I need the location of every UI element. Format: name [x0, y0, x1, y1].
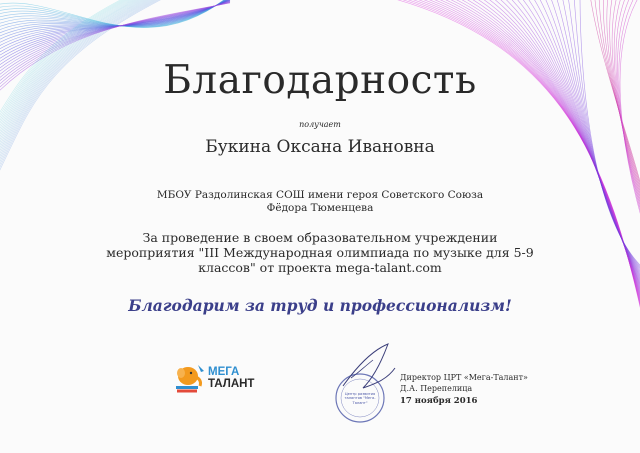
signature-position: Директор ЦРТ «Мега-Талант»: [400, 373, 528, 382]
wave-line: [619, 0, 640, 227]
wave-line: [380, 0, 640, 330]
receives-label: получает: [299, 120, 341, 129]
wave-line: [612, 0, 640, 216]
signature-block: [400, 372, 528, 394]
stamp-seal: [333, 338, 403, 438]
wave-line: [0, 0, 230, 58]
logo-line1: МЕГА: [208, 366, 240, 378]
elephant-icon: [174, 362, 208, 396]
recipient-name: Букина Оксана Ивановна: [205, 137, 435, 157]
wave-line: [398, 0, 640, 325]
organization-text: МБОУ Раздолинская СОШ имени героя Советского Союза Фёдора Тюменцева: [156, 189, 484, 214]
wave-line: [614, 0, 640, 219]
logo-line2: ТАЛАНТ: [208, 378, 255, 390]
certificate-title: Благодарность: [163, 58, 477, 103]
certificate-date: 17 ноября 2016: [400, 396, 478, 406]
stamp-text: Центр развития талантов "Мега-Талант": [344, 392, 376, 405]
thanks-text: Благодарим за труд и профессионализм!: [128, 296, 512, 315]
mega-talant-logo: [174, 362, 264, 396]
wave-line: [386, 0, 640, 328]
signature-director: Д.А. Перепелица: [400, 384, 473, 393]
reason-text: За проведение в своем образовательном учреждении мероприятия "III Международная олимпиада по музыке для 5-9 классов" от проекта mega-talant.com: [106, 230, 534, 275]
